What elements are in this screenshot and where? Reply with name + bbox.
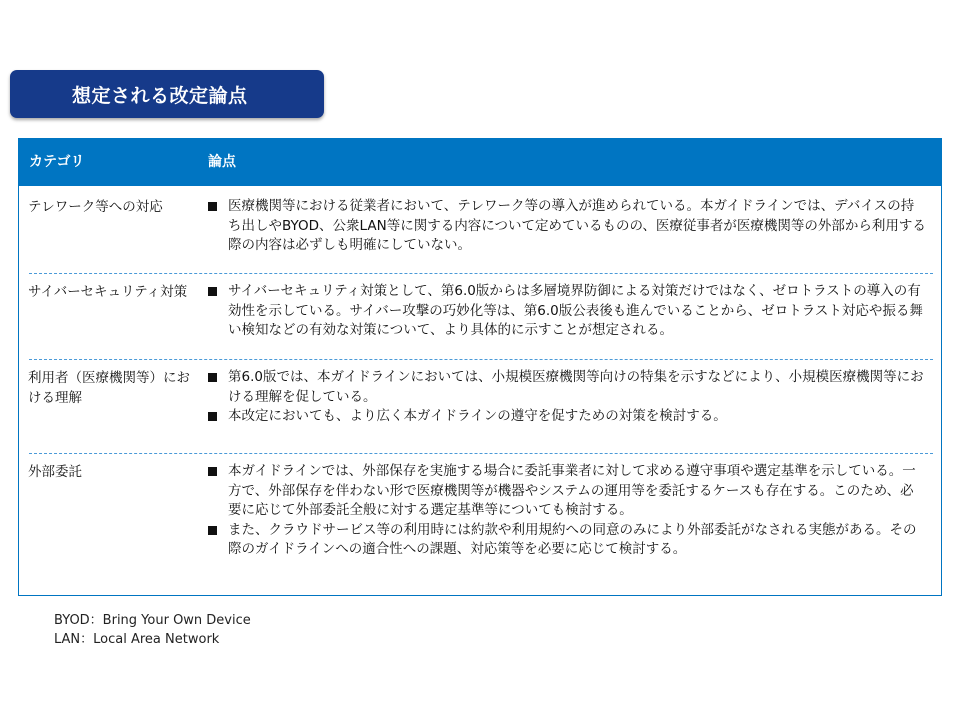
point-item bbox=[204, 282, 926, 341]
footnotes bbox=[54, 611, 251, 649]
square-bullet-icon bbox=[208, 373, 217, 382]
point-text: 本改定においても、より広く本ガイドラインの遵守を促すための対策を検討する。 bbox=[228, 408, 727, 424]
section-title: 想定される改定論点 bbox=[72, 84, 248, 107]
point-item bbox=[204, 462, 926, 521]
section-title-banner bbox=[10, 70, 324, 118]
row-points bbox=[204, 462, 926, 560]
point-item bbox=[204, 521, 926, 560]
footnote-byod: BYOD：Bring Your Own Device bbox=[54, 613, 251, 628]
square-bullet-icon bbox=[208, 412, 217, 421]
square-bullet-icon bbox=[208, 467, 217, 476]
row-divider bbox=[29, 453, 933, 454]
row-category: 外部委託 bbox=[28, 464, 82, 480]
square-bullet-icon bbox=[208, 287, 217, 296]
revision-points-table bbox=[18, 138, 942, 596]
table-header bbox=[19, 139, 941, 186]
footnote-lan: LAN：Local Area Network bbox=[54, 632, 220, 647]
row-category: 利用者（医療機関等）における理解 bbox=[28, 370, 190, 406]
row-points bbox=[204, 197, 926, 256]
point-text: 第6.0版では、本ガイドラインにおいては、小規模医療機関等向けの特集を示すなどにより、小規模医療機関等における理解を促している。 bbox=[228, 369, 924, 405]
point-text: また、クラウドサービス等の利用時には約款や利用規約への同意のみにより外部委託がなされる実態がある。その際のガイドラインへの適合性への課題、対応策等を必要に応じて検討する。 bbox=[228, 521, 917, 557]
point-item bbox=[204, 407, 926, 427]
point-item bbox=[204, 368, 926, 407]
point-text: 本ガイドラインでは、外部保存を実施する場合に委託事業者に対して求める遵守事項や選定基準を示している。一方で、外部保存を伴わない形で医療機関等が機器やシステムの運用等を委託するケースも存在する。このため、必要に応じて外部委託全般に対する選定基準等についても検討する。 bbox=[228, 463, 916, 518]
row-points bbox=[204, 282, 926, 341]
point-text: 医療機関等における従業者において、テレワーク等の導入が進められている。本ガイドラインでは、デバイスの持ち出しやBYOD、公衆LAN等に関する内容について定めているものの、医療従事者が医療機関等の外部から利用する際の内容は必ずしも明確にしていない。 bbox=[228, 198, 926, 253]
square-bullet-icon bbox=[208, 526, 217, 535]
point-text: サイバーセキュリティ対策として、第6.0版からは多層境界防御による対策だけではなく、ゼロトラストの導入の有効性を示している。サイバー攻撃の巧妙化等は、第6.0版公表後も進んでいることから、ゼロトラスト対応や振る舞い検知などの有効な対策について、より具体的に示すことが想定される。 bbox=[228, 283, 923, 338]
header-points: 論点 bbox=[208, 154, 236, 170]
row-category: サイバーセキュリティ対策 bbox=[28, 284, 188, 300]
header-category: カテゴリ bbox=[29, 154, 85, 170]
row-category: テレワーク等への対応 bbox=[28, 199, 163, 215]
row-points bbox=[204, 368, 926, 427]
row-divider bbox=[29, 273, 933, 274]
point-item bbox=[204, 197, 926, 256]
row-divider bbox=[29, 359, 933, 360]
square-bullet-icon bbox=[208, 202, 217, 211]
